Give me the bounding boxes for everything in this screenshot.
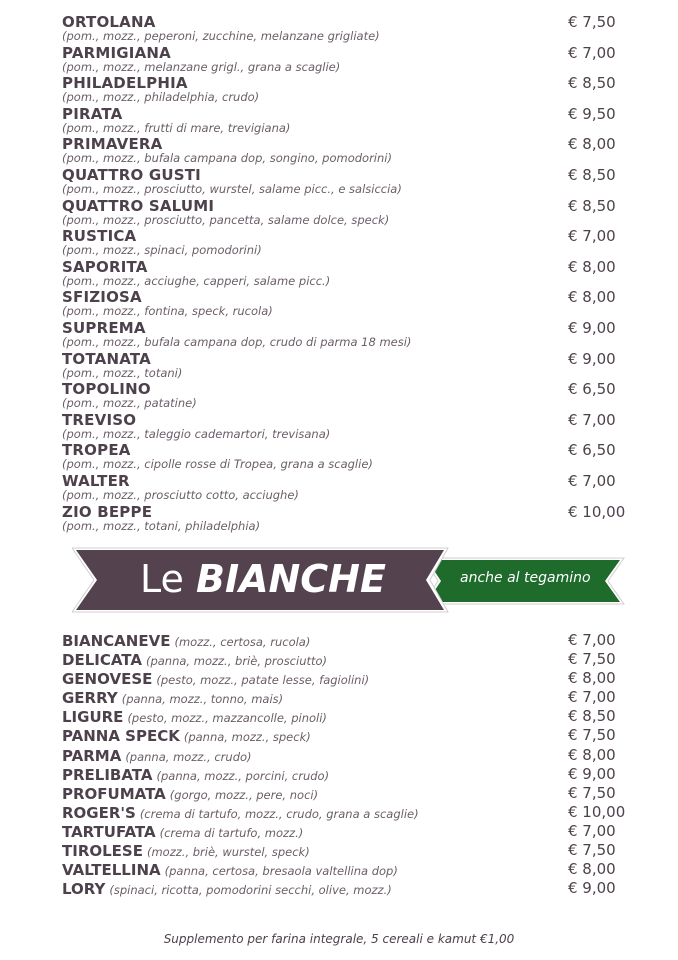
section-title-main: BIANCHE (195, 557, 386, 601)
item-ingredients: (pom., mozz., totani) (62, 365, 183, 380)
item-price: € 9,00 (568, 318, 616, 337)
item-ingredients: (pom., mozz., totani, philadelphia) (62, 518, 261, 533)
item-price: € 8,50 (568, 707, 616, 726)
item-name: PIRATA (62, 104, 123, 123)
section-title (140, 556, 386, 602)
item-price: € 8,00 (568, 745, 616, 764)
menu-item (62, 879, 622, 898)
item-ingredients: (panna, mozz., crudo) (125, 749, 252, 764)
menu-item (62, 860, 622, 879)
item-ingredients: (mozz., briè, wurstel, speck) (146, 845, 310, 860)
item-ingredients: (pom., mozz., prosciutto, wurstel, salame picc., e salsiccia) (62, 181, 402, 196)
item-ingredients: (crema di tartufo, mozz.) (159, 825, 304, 840)
menu-item (62, 45, 622, 76)
menu-item (62, 442, 622, 473)
item-name: QUATTRO GUSTI (62, 165, 201, 184)
item-ingredients: (panna, certosa, bresaola valtellina dop) (164, 864, 398, 879)
menu-item (62, 650, 622, 669)
menu-item (62, 765, 622, 784)
item-name: GERRY (62, 689, 118, 708)
item-price: € 8,50 (568, 165, 616, 184)
menu-item (62, 688, 622, 707)
item-name: PARMA (62, 746, 122, 765)
item-price: € 6,50 (568, 441, 616, 460)
item-price: € 8,00 (568, 860, 616, 879)
item-price: € 7,00 (568, 43, 616, 62)
item-ingredients: (pom., mozz., philadelphia, crudo) (62, 90, 260, 105)
item-ingredients: (gorgo, mozz., pere, noci) (169, 787, 319, 802)
menu-item (62, 412, 622, 443)
menu-item (62, 746, 622, 765)
menu-item (62, 198, 622, 229)
item-price: € 7,50 (568, 650, 616, 669)
item-ingredients: (panna, mozz., briè, prosciutto) (145, 654, 328, 669)
item-ingredients: (pom., mozz., acciughe, capperi, salame picc.) (62, 273, 331, 288)
item-name: SAPORITA (62, 257, 148, 276)
menu-item (62, 259, 622, 290)
item-name: LIGURE (62, 708, 124, 727)
item-name: RUSTICA (62, 227, 137, 246)
item-price: € 7,00 (568, 688, 616, 707)
item-ingredients: (panna, mozz., porcini, crudo) (156, 768, 330, 783)
menu-item (62, 502, 626, 535)
item-price: € 7,00 (568, 410, 616, 429)
item-price: € 8,50 (568, 196, 616, 215)
item-name: SFIZIOSA (62, 288, 142, 307)
menu-item (62, 726, 622, 745)
menu-item (62, 320, 622, 351)
item-ingredients: (pom., mozz., peperoni, zucchine, melanzane grigliate) (62, 29, 380, 43)
item-name: PROFUMATA (62, 784, 166, 803)
menu-item (62, 351, 622, 382)
menu-item (62, 669, 622, 688)
item-price: € 9,50 (568, 104, 616, 123)
item-price: € 7,00 (568, 821, 616, 840)
item-name: TREVISO (62, 410, 137, 429)
item-price: € 8,50 (568, 74, 616, 93)
item-price: € 9,00 (568, 349, 616, 368)
menu-item (62, 381, 622, 412)
pizza-list-bianche (62, 631, 626, 899)
item-price: € 10,00 (568, 802, 626, 821)
item-ingredients: (pom., mozz., patatine) (62, 396, 197, 411)
item-name: PRIMAVERA (62, 135, 163, 154)
section-subtitle: anche al tegamino (460, 570, 591, 586)
section-title-prefix: Le (140, 557, 184, 601)
menu-item (62, 106, 622, 137)
menu-item (62, 75, 622, 106)
item-price: € 7,50 (568, 726, 616, 745)
item-ingredients: (panna, mozz., tonno, mais) (121, 692, 284, 707)
item-name: WALTER (62, 471, 130, 490)
menu-item (62, 802, 626, 822)
item-price: € 8,00 (568, 257, 616, 276)
item-ingredients: (pesto, mozz., patate lesse, fagiolini) (156, 673, 370, 688)
item-name: GENOVESE (62, 670, 153, 689)
item-price: € 8,00 (568, 135, 616, 154)
item-price: € 8,00 (568, 288, 616, 307)
item-ingredients: (pom., mozz., prosciutto cotto, acciughe) (62, 487, 299, 502)
item-price: € 6,50 (568, 380, 616, 399)
item-price: € 7,00 (568, 631, 616, 649)
item-name: TROPEA (62, 441, 131, 460)
menu-item (62, 707, 622, 726)
item-price: € 7,50 (568, 783, 616, 802)
item-ingredients: (pesto, mozz., mazzancolle, pinoli) (127, 711, 327, 726)
item-name: SUPREMA (62, 318, 146, 337)
item-ingredients: (spinaci, ricotta, pomodorini secchi, olive, mozz.) (109, 883, 392, 898)
item-price: € 9,00 (568, 879, 616, 898)
item-ingredients: (pom., mozz., frutti di mare, trevigiana) (62, 120, 291, 135)
item-name: TIROLESE (62, 842, 143, 861)
menu-item (62, 841, 622, 860)
item-price: € 10,00 (568, 502, 626, 521)
menu-item (62, 784, 622, 803)
item-name: ZIO BEPPE (62, 502, 153, 521)
item-ingredients: (pom., mozz., taleggio cademartori, trevisana) (62, 426, 331, 441)
item-name: ORTOLANA (62, 13, 156, 31)
menu-item (62, 822, 622, 841)
item-price: € 7,00 (568, 471, 616, 490)
item-name: BIANCANEVE (62, 632, 171, 650)
menu-item (62, 473, 622, 504)
menu-item (62, 289, 622, 320)
menu-item (62, 136, 622, 167)
item-name: QUATTRO SALUMI (62, 196, 215, 215)
item-price: € 9,00 (568, 764, 616, 783)
menu-item (62, 167, 622, 198)
item-ingredients: (pom., mozz., bufala campana dop, crudo di parma 18 mesi) (62, 334, 412, 349)
item-ingredients: (pom., mozz., prosciutto, pancetta, salame dolce, speck) (62, 212, 390, 227)
section-banner-bianche (72, 546, 630, 614)
item-name: TARTUFATA (62, 822, 156, 841)
item-ingredients: (crema di tartufo, mozz., crudo, grana a scaglie) (139, 806, 419, 821)
item-price: € 7,50 (568, 841, 616, 860)
item-name: TOTANATA (62, 349, 151, 368)
item-price: € 8,00 (568, 669, 616, 688)
item-ingredients: (pom., mozz., bufala campana dop, songino, pomodorini) (62, 151, 392, 166)
item-name: PANNA SPECK (62, 727, 180, 746)
item-name: VALTELLINA (62, 861, 161, 880)
item-name: LORY (62, 880, 106, 899)
item-name: TOPOLINO (62, 380, 151, 399)
item-ingredients: (pom., mozz., spinaci, pomodorini) (62, 243, 262, 258)
item-price: € 7,50 (568, 13, 616, 31)
item-name: PARMIGIANA (62, 43, 171, 62)
item-name: PHILADELPHIA (62, 74, 188, 93)
item-ingredients: (mozz., certosa, rucola) (174, 635, 311, 649)
footer-note: Supplemento per farina integrale, 5 cereali e kamut €1,00 (163, 932, 515, 946)
pizza-list-rosse (62, 13, 626, 534)
item-name: PRELIBATA (62, 765, 153, 784)
menu-item (62, 228, 622, 259)
item-name: ROGER'S (62, 803, 136, 822)
item-ingredients: (pom., mozz., fontina, speck, rucola) (62, 304, 273, 319)
item-price: € 7,00 (568, 227, 616, 246)
item-ingredients: (pom., mozz., cipolle rosse di Tropea, grana a scaglie) (62, 457, 373, 472)
item-ingredients: (panna, mozz., speck) (183, 730, 311, 745)
menu-item (62, 14, 622, 45)
menu-item (62, 631, 622, 650)
item-name: DELICATA (62, 651, 142, 670)
item-ingredients: (pom., mozz., melanzane grigl., grana a scaglie) (62, 59, 341, 74)
